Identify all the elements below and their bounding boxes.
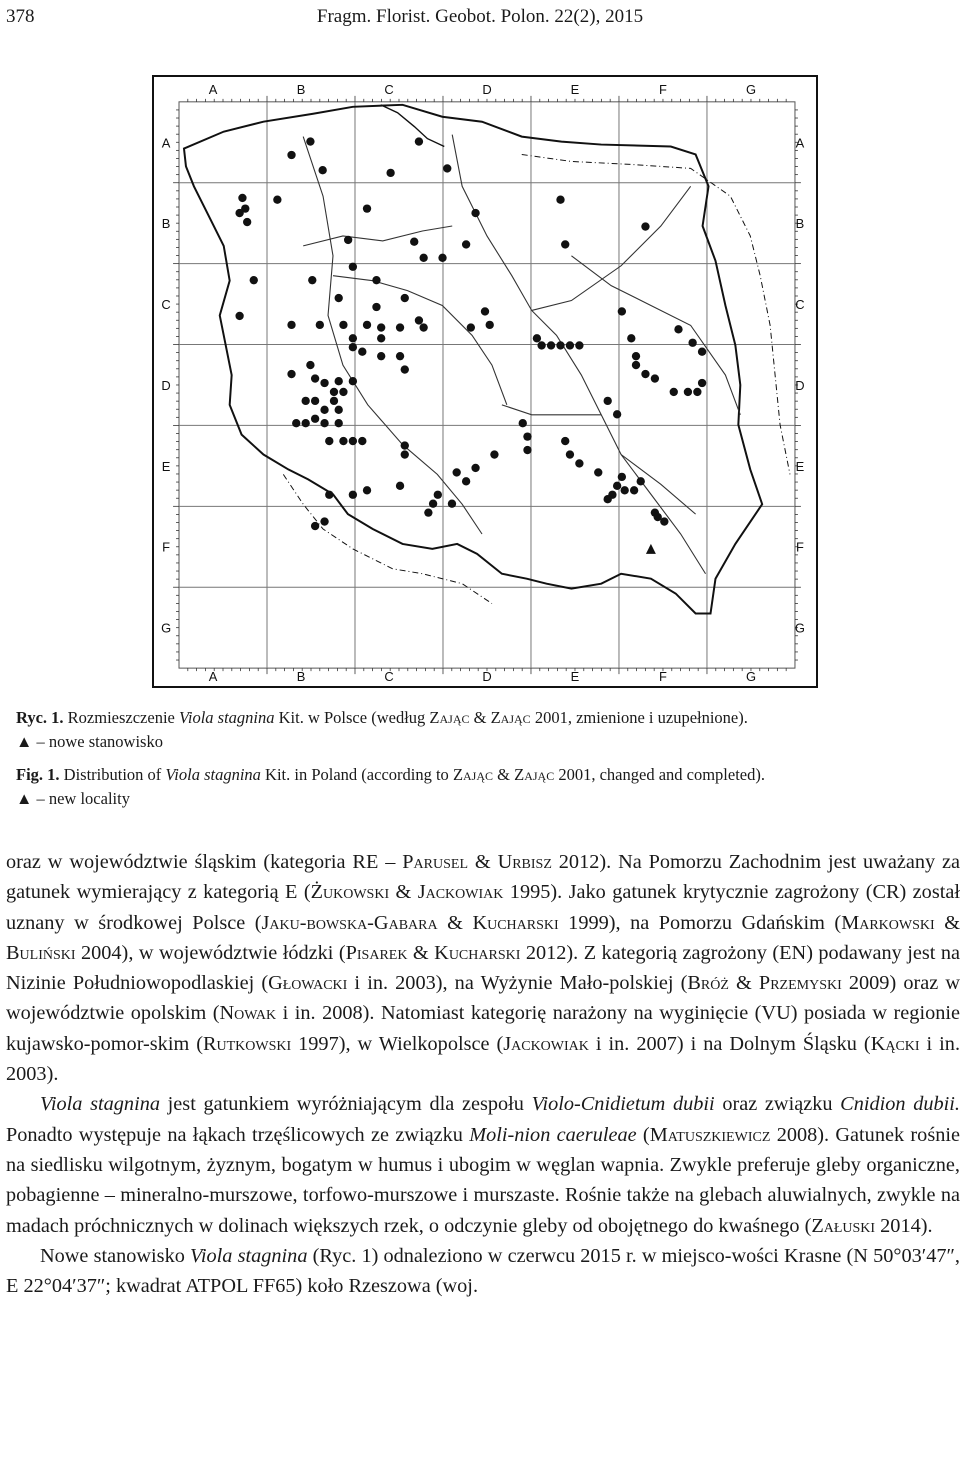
locality-dot <box>401 450 409 458</box>
locality-dot <box>443 164 451 172</box>
triangle-icon: ▲ <box>16 732 33 751</box>
locality-dot <box>410 238 418 246</box>
column-label: D <box>482 669 492 685</box>
caption-text: Kit. w Polsce (według <box>278 708 426 727</box>
caption-text: Kit. in Poland (according to <box>265 765 449 784</box>
locality-dot <box>467 323 475 331</box>
row-label: G <box>161 620 172 636</box>
locality-dot <box>243 218 251 226</box>
locality-dot <box>627 334 635 342</box>
locality-dot <box>287 151 295 159</box>
author-name: Rutkowski <box>202 1032 292 1055</box>
locality-dot <box>637 477 645 485</box>
body-text <box>6 847 960 1301</box>
locality-dot <box>630 486 638 494</box>
locality-dot <box>604 495 612 503</box>
locality-dot <box>311 374 319 382</box>
locality-dot <box>302 419 310 427</box>
author-name: Matuszkiewicz <box>649 1123 771 1146</box>
taxon-name: Cnidion dubii. <box>840 1093 960 1116</box>
locality-dot <box>448 500 456 508</box>
page-header <box>0 0 960 30</box>
author-name: Kącki <box>870 1032 920 1055</box>
text-run: 2012). Z kategorią zagrożony (EN) podawany jest na Nizinie Południowopodlaskiej ( <box>6 941 960 995</box>
locality-dot <box>292 419 300 427</box>
locality-dot <box>523 446 531 454</box>
locality-dot <box>363 321 371 329</box>
locality-dot <box>566 450 574 458</box>
legend-text: – new locality <box>36 789 130 808</box>
column-label: G <box>745 669 756 685</box>
column-label: E <box>570 669 580 685</box>
row-label: B <box>161 216 171 232</box>
row-label: C <box>795 297 805 313</box>
taxon-name: Violo-Cnidietum dubii <box>531 1093 715 1116</box>
text-run: 2004), w województwie łódzki ( <box>75 941 346 964</box>
locality-dot <box>556 196 564 204</box>
author-name: Zając <box>429 708 470 727</box>
locality-dot <box>377 323 385 331</box>
locality-dot <box>670 388 678 396</box>
text-run: (Ryc. 1) odnaleziono w czerwcu 2015 r. w miejsco-wości Krasne (N 50°03′47″, E 22°04′37″; kwadrat ATPOL FF65) koło Rzeszowa (woj. <box>6 1244 960 1298</box>
locality-dot <box>273 196 281 204</box>
taxon-name: Moli-nion caeruleae <box>469 1123 637 1146</box>
locality-dot <box>424 508 432 516</box>
row-label: D <box>161 377 171 393</box>
row-label: A <box>795 135 805 151</box>
caption-text: Rozmieszczenie <box>67 708 175 727</box>
taxon-name: Viola stagnina <box>40 1093 160 1116</box>
column-label: A <box>208 81 218 97</box>
locality-dot <box>537 341 545 349</box>
locality-dot <box>594 468 602 476</box>
locality-dot <box>561 437 569 445</box>
locality-dot <box>320 379 328 387</box>
locality-dot <box>641 222 649 230</box>
locality-dot <box>320 406 328 414</box>
species-name: Viola stagnina <box>165 765 261 784</box>
locality-dot <box>575 459 583 467</box>
locality-dot <box>660 517 668 525</box>
column-label: F <box>659 81 667 97</box>
locality-dot <box>287 321 295 329</box>
text-run: & <box>934 911 960 934</box>
column-label: F <box>659 669 667 685</box>
text-run: i in. 2003). <box>6 1032 960 1086</box>
author-name: Urbisz <box>497 851 552 873</box>
poland-border <box>184 105 762 614</box>
locality-dot <box>349 343 357 351</box>
locality-dot <box>618 473 626 481</box>
column-label: C <box>384 81 394 97</box>
locality-dot <box>429 500 437 508</box>
locality-dot <box>335 406 343 414</box>
author-name: Głowacki <box>268 972 348 995</box>
rivers <box>303 135 740 574</box>
locality-dot <box>339 437 347 445</box>
locality-dot <box>547 341 555 349</box>
locality-dot <box>693 388 701 396</box>
river-notec <box>303 226 452 246</box>
column-label: G <box>745 81 756 97</box>
locality-dot <box>306 137 314 145</box>
triangle-icon: ▲ <box>16 789 33 808</box>
locality-dot <box>302 397 310 405</box>
column-label: E <box>570 81 580 97</box>
locality-dot <box>349 263 357 271</box>
author-name: Zając <box>490 708 531 727</box>
locality-dot <box>308 276 316 284</box>
row-label: G <box>794 620 805 636</box>
text-run: Ponadto występuje na łąkach trzęślicowych ze związku <box>6 1123 470 1146</box>
species-name: Viola stagnina <box>179 708 275 727</box>
caption-label: Fig. 1. <box>16 765 60 784</box>
text-run: 2008). Gatunek rośnie na siedlisku wilgotnym, żyznym, bogatym w humus i ubogim w węglan wapnia. Zwykle preferuje gleby organiczne, pobagienne – mineralno-murszowe, torfowo-murszowe i murszaste. Rośnie także na glebach aluwialnych, zwykle na madach próchnicznych w dolinach większych rzek, o odczynie gleby od obojętnego do kwaśnego ( <box>6 1123 960 1237</box>
author-name: Nowak <box>219 1002 277 1025</box>
text-run: 1995). Jako gatunek krytycznie zagrożony (CR) został uznany w środkowej Polsce ( <box>6 881 960 934</box>
locality-dot <box>396 352 404 360</box>
author-name: Markowski <box>841 911 935 934</box>
locality-dot <box>453 468 461 476</box>
caption-text: & <box>473 708 487 727</box>
author-name: Kucharski <box>434 941 521 964</box>
locality-dot <box>330 388 338 396</box>
locality-dot <box>372 276 380 284</box>
row-label: A <box>161 135 171 151</box>
locality-dot <box>651 374 659 382</box>
text-run: & <box>389 881 418 904</box>
row-label: D <box>795 377 805 393</box>
text-run: 2009) oraz w województwie opolskim ( <box>6 972 960 1025</box>
column-label: B <box>296 81 306 97</box>
text-run: i in. 2007) i na Dolnym Śląsku ( <box>588 1032 871 1055</box>
row-label: F <box>795 539 804 555</box>
locality-dot <box>688 339 696 347</box>
text-run: & <box>468 851 498 873</box>
caption-text: 2001, zmienione i uzupełnione). <box>534 708 748 727</box>
triangle-icon <box>646 544 656 554</box>
locality-dot <box>575 341 583 349</box>
row-label: E <box>795 458 805 474</box>
text-run: 2014). <box>875 1214 933 1237</box>
locality-dot <box>311 397 319 405</box>
locality-dot <box>462 240 470 248</box>
author-name: Zając <box>514 765 555 784</box>
river-pilica <box>502 405 601 415</box>
locality-dot <box>287 370 295 378</box>
locality-dot <box>486 321 494 329</box>
author-name: Pisarek <box>345 941 408 964</box>
locality-dot <box>339 388 347 396</box>
locality-dot <box>335 377 343 385</box>
locality-dot <box>320 419 328 427</box>
river-narew <box>532 186 691 310</box>
text-run: 1997), w Wielkopolsce ( <box>291 1032 504 1055</box>
locality-dot <box>641 370 649 378</box>
locality-dot <box>386 169 394 177</box>
locality-dot <box>674 325 682 333</box>
caption-text: Distribution of <box>63 765 162 784</box>
author-name: Przemyski <box>758 972 842 995</box>
locality-dot <box>523 432 531 440</box>
locality-dot <box>438 254 446 262</box>
locality-dot <box>372 303 380 311</box>
text-run: & <box>728 972 759 995</box>
locality-dot <box>318 166 326 174</box>
locality-dot <box>344 236 352 244</box>
locality-dot <box>325 437 333 445</box>
new-locality-marker <box>646 544 656 554</box>
caption-english <box>16 763 946 811</box>
locality-dot <box>401 365 409 373</box>
locality-dot <box>613 482 621 490</box>
text-run: oraz związku <box>714 1093 841 1116</box>
text-run: i in. 2003), na Wyżynie Mało-polskiej ( <box>347 972 688 995</box>
row-label: B <box>795 216 805 232</box>
text-run: & <box>407 941 435 964</box>
journal-title: Fragm. Florist. Geobot. Polon. 22(2), 2015 <box>316 6 644 27</box>
locality-dot <box>533 334 541 342</box>
locality-dot <box>325 491 333 499</box>
locality-dot <box>419 254 427 262</box>
locality-dot <box>632 352 640 360</box>
column-label: D <box>482 81 492 97</box>
border-line-southwest <box>283 474 492 603</box>
locality-dot <box>306 361 314 369</box>
text-run: 1999), na Pomorzu Gdańskim ( <box>558 911 842 934</box>
caption-text: 2001, changed and completed). <box>558 765 765 784</box>
locality-dot <box>250 276 258 284</box>
locality-dot <box>556 341 564 349</box>
locality-dot <box>618 307 626 315</box>
distribution-map <box>152 75 818 688</box>
locality-dot <box>311 522 319 530</box>
locality-dot <box>363 204 371 212</box>
text-run: Nowe stanowisko <box>40 1244 191 1267</box>
grid-labels <box>161 82 805 684</box>
author-name: Jaku-bowska-Gabara <box>261 911 438 934</box>
locality-dot <box>358 437 366 445</box>
locality-dot <box>462 477 470 485</box>
locality-dot <box>311 415 319 423</box>
text-run: 2012). Na Pomorzu Zachodnim jest uważany za gatunek wymierający z kategorią E ( <box>6 851 960 904</box>
locality-dot <box>377 352 385 360</box>
caption-polish <box>16 706 946 754</box>
locality-dot <box>415 316 423 324</box>
author-name: Jackowiak <box>417 881 504 904</box>
locality-dot <box>698 348 706 356</box>
author-name: Kucharski <box>472 911 559 934</box>
locality-dot <box>566 341 574 349</box>
locality-dot <box>621 486 629 494</box>
text-run: jest gatunkiem wyróżniającym dla zespołu <box>159 1093 532 1116</box>
locality-dot <box>415 137 423 145</box>
locality-dot <box>235 312 243 320</box>
text-run: oraz w województwie śląskim (kategoria RE – <box>6 851 403 873</box>
locality-dot <box>401 294 409 302</box>
locality-dot <box>320 517 328 525</box>
locality-dot <box>339 321 347 329</box>
author-name: Jackowiak <box>503 1032 589 1055</box>
locality-dot <box>519 419 527 427</box>
locality-dot <box>358 348 366 356</box>
locality-dot <box>604 397 612 405</box>
row-label: C <box>161 297 171 313</box>
locality-dot <box>490 450 498 458</box>
locality-dot <box>684 388 692 396</box>
locality-dot <box>349 377 357 385</box>
row-label: E <box>161 458 171 474</box>
author-name: Buliński <box>6 941 76 964</box>
paragraph-2 <box>6 1089 960 1240</box>
locality-dot <box>419 323 427 331</box>
caption-label: Ryc. 1. <box>16 708 64 727</box>
paragraph-3 <box>6 1241 960 1302</box>
river-warta <box>333 276 507 405</box>
locality-dot <box>363 486 371 494</box>
locality-dot <box>330 397 338 405</box>
borders <box>184 105 790 614</box>
locality-dot <box>349 437 357 445</box>
paragraph-1 <box>6 847 960 1089</box>
locality-dot <box>632 361 640 369</box>
locality-dot <box>349 334 357 342</box>
row-label: F <box>162 539 171 555</box>
taxon-name: Viola stagnina <box>190 1244 308 1267</box>
page-number: 378 <box>6 6 35 27</box>
locality-dot <box>335 294 343 302</box>
locality-dot <box>481 307 489 315</box>
text-run: i in. 2008). Natomiast kategorię narażony na wyginięcie (VU) posiada w regionie kujawsko-pomor-skim ( <box>6 1002 960 1055</box>
locality-dot <box>561 240 569 248</box>
text-run: & <box>437 911 473 934</box>
author-name: Parusel <box>402 851 469 873</box>
locality-dot <box>401 441 409 449</box>
text-run: ( <box>636 1123 650 1146</box>
locality-dot <box>316 321 324 329</box>
legend-text: – nowe stanowisko <box>36 732 163 751</box>
locality-dot <box>434 491 442 499</box>
coast-line <box>381 105 445 147</box>
column-label: A <box>208 669 218 685</box>
river-bug <box>571 256 740 415</box>
author-name: Żukowski <box>310 881 390 904</box>
river-san <box>621 455 705 574</box>
locality-dot <box>238 194 246 202</box>
locality-dot <box>698 379 706 387</box>
column-label: B <box>296 669 306 685</box>
locality-dot <box>471 209 479 217</box>
locality-dot <box>235 209 243 217</box>
locality-dot <box>396 482 404 490</box>
locality-dot <box>335 419 343 427</box>
author-name: Bróż <box>687 972 729 995</box>
author-name: Załuski <box>811 1214 876 1237</box>
locality-dot <box>349 491 357 499</box>
locality-dot <box>377 334 385 342</box>
column-label: C <box>384 669 394 685</box>
author-name: Zając <box>452 765 494 784</box>
locality-dot <box>396 323 404 331</box>
locality-dot <box>471 464 479 472</box>
locality-dot <box>613 410 621 418</box>
caption-text: & <box>497 765 510 784</box>
